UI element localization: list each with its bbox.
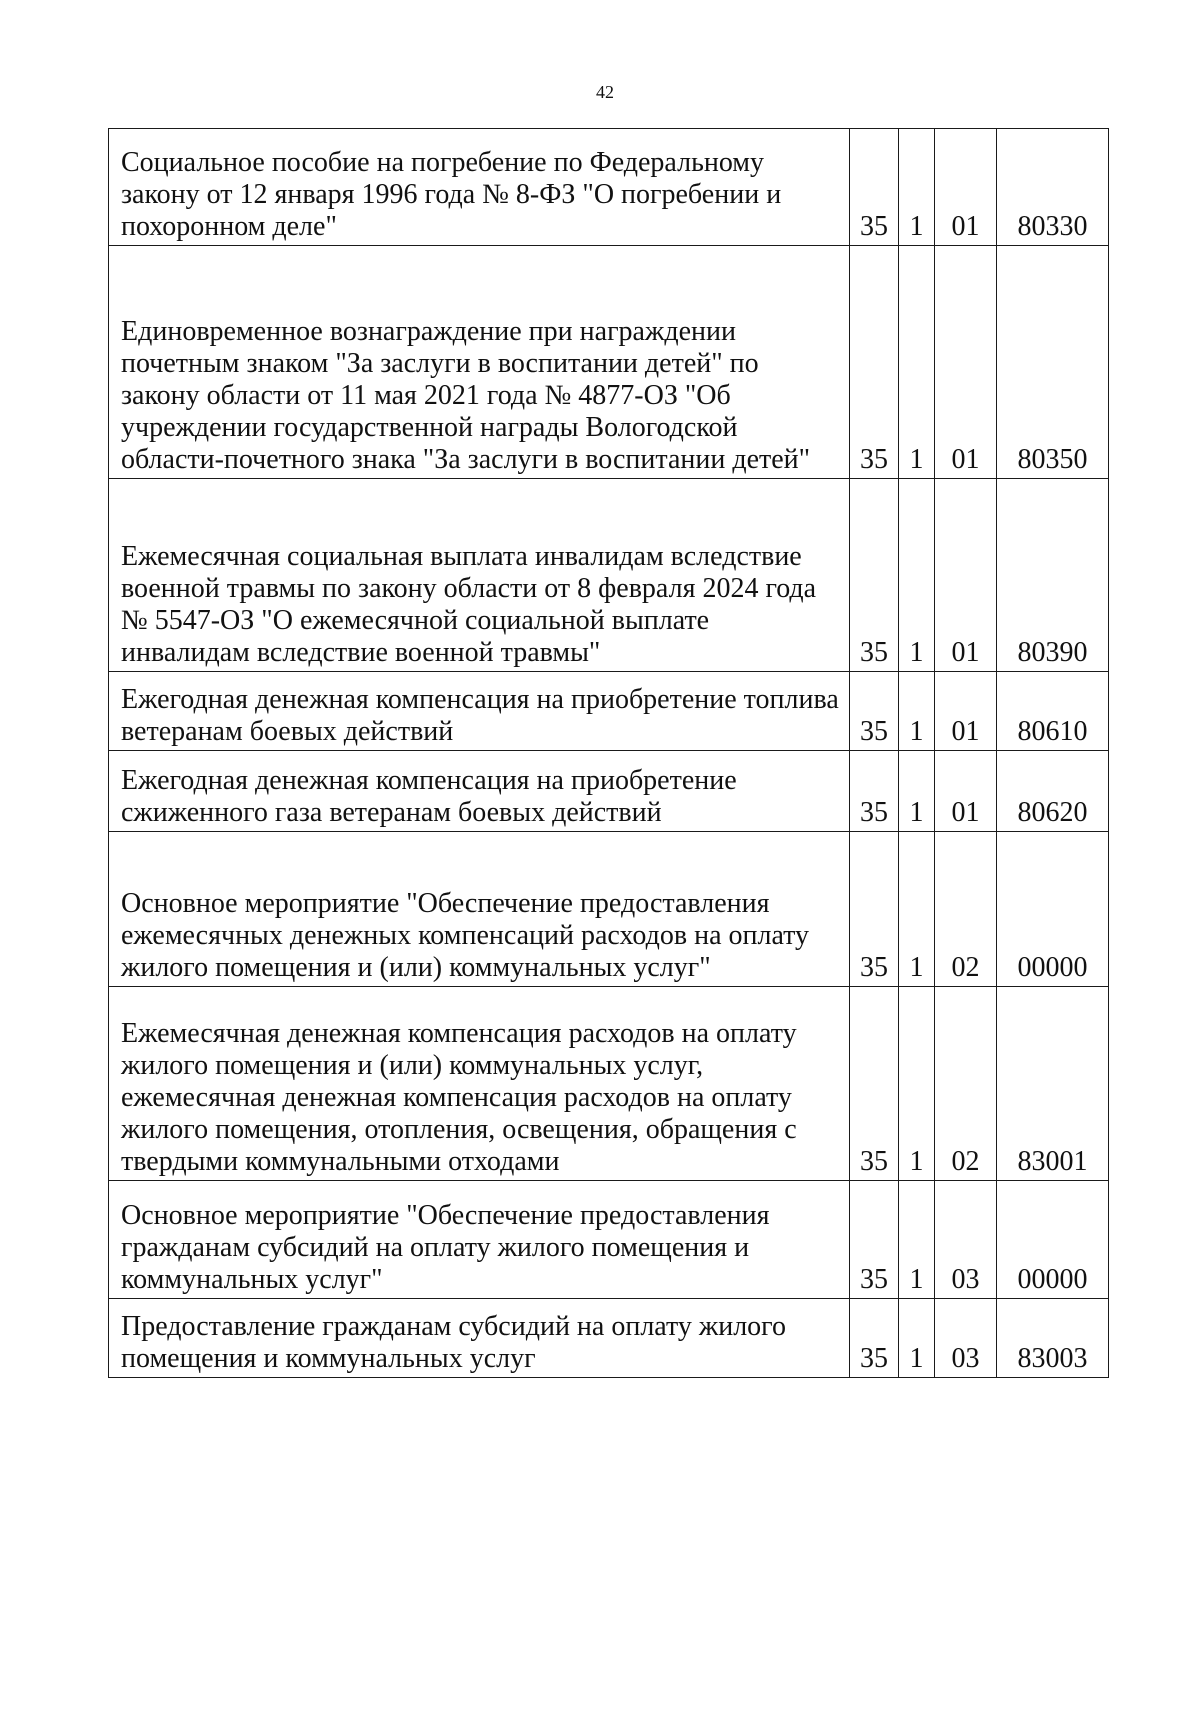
program-code-cell: 35	[850, 246, 899, 479]
program-code-cell: 35	[850, 1181, 899, 1299]
program-code-cell: 35	[850, 479, 899, 672]
expense-name-cell: Основное мероприятие "Обеспечение предоставления ежемесячных денежных компенсаций расходов на оплату жилого помещения и (или) коммунальных услуг"	[109, 832, 850, 987]
direction-code-cell: 00000	[997, 1181, 1109, 1299]
expense-name-cell: Основное мероприятие "Обеспечение предоставления гражданам субсидий на оплату жилого помещения и коммунальных услуг"	[109, 1181, 850, 1299]
direction-code-cell: 83001	[997, 987, 1109, 1181]
subprogram-code-cell: 1	[899, 1181, 935, 1299]
expense-name-cell: Ежегодная денежная компенсация на приобретение сжиженного газа ветеранам боевых действий	[109, 751, 850, 832]
program-code-cell: 35	[850, 1299, 899, 1378]
activity-code-cell: 03	[935, 1181, 997, 1299]
activity-code-cell: 02	[935, 832, 997, 987]
direction-code-cell: 80350	[997, 246, 1109, 479]
direction-code-cell: 80610	[997, 672, 1109, 751]
expense-name-cell: Ежегодная денежная компенсация на приобретение топлива ветеранам боевых действий	[109, 672, 850, 751]
program-code-cell: 35	[850, 672, 899, 751]
direction-code-cell: 80620	[997, 751, 1109, 832]
table-row	[109, 987, 1109, 1181]
activity-code-cell: 01	[935, 129, 997, 246]
direction-code-cell: 80390	[997, 479, 1109, 672]
subprogram-code-cell: 1	[899, 129, 935, 246]
subprogram-code-cell: 1	[899, 246, 935, 479]
expense-name-cell: Ежемесячная денежная компенсация расходов на оплату жилого помещения и (или) коммунальных услуг, ежемесячная денежная компенсация расходов на оплату жилого помещения, отопления, освещения, обращения с твердыми коммунальными отходами	[109, 987, 850, 1181]
subprogram-code-cell: 1	[899, 987, 935, 1181]
program-code-cell: 35	[850, 987, 899, 1181]
budget-classification-table	[108, 128, 1109, 1378]
subprogram-code-cell: 1	[899, 672, 935, 751]
expense-name-cell: Единовременное вознаграждение при награждении почетным знаком "За заслуги в воспитании детей" по закону области от 11 мая 2021 года № 4877-ОЗ "Об учреждении государственной награды Вологодской области-почетного знака "За заслуги в воспитании детей"	[109, 246, 850, 479]
subprogram-code-cell: 1	[899, 479, 935, 672]
subprogram-code-cell: 1	[899, 751, 935, 832]
table-row	[109, 751, 1109, 832]
program-code-cell: 35	[850, 832, 899, 987]
page-number: 42	[596, 82, 614, 102]
expense-name-cell: Ежемесячная социальная выплата инвалидам вследствие военной травмы по закону области от 8 февраля 2024 года № 5547-ОЗ "О ежемесячной социальной выплате инвалидам вследствие военной травмы"	[109, 479, 850, 672]
subprogram-code-cell: 1	[899, 832, 935, 987]
direction-code-cell: 83003	[997, 1299, 1109, 1378]
activity-code-cell: 03	[935, 1299, 997, 1378]
expense-name-cell: Предоставление гражданам субсидий на оплату жилого помещения и коммунальных услуг	[109, 1299, 850, 1378]
table-row	[109, 672, 1109, 751]
subprogram-code-cell: 1	[899, 1299, 935, 1378]
activity-code-cell: 01	[935, 672, 997, 751]
table-row	[109, 832, 1109, 987]
direction-code-cell: 00000	[997, 832, 1109, 987]
expense-name-cell: Социальное пособие на погребение по Федеральному закону от 12 января 1996 года № 8-ФЗ "О погребении и похоронном деле"	[109, 129, 850, 246]
table-row	[109, 246, 1109, 479]
table-row	[109, 1181, 1109, 1299]
program-code-cell: 35	[850, 751, 899, 832]
activity-code-cell: 01	[935, 479, 997, 672]
program-code-cell: 35	[850, 129, 899, 246]
direction-code-cell: 80330	[997, 129, 1109, 246]
activity-code-cell: 01	[935, 751, 997, 832]
table-row	[109, 479, 1109, 672]
activity-code-cell: 01	[935, 246, 997, 479]
table-row	[109, 1299, 1109, 1378]
activity-code-cell: 02	[935, 987, 997, 1181]
table-row	[109, 129, 1109, 246]
